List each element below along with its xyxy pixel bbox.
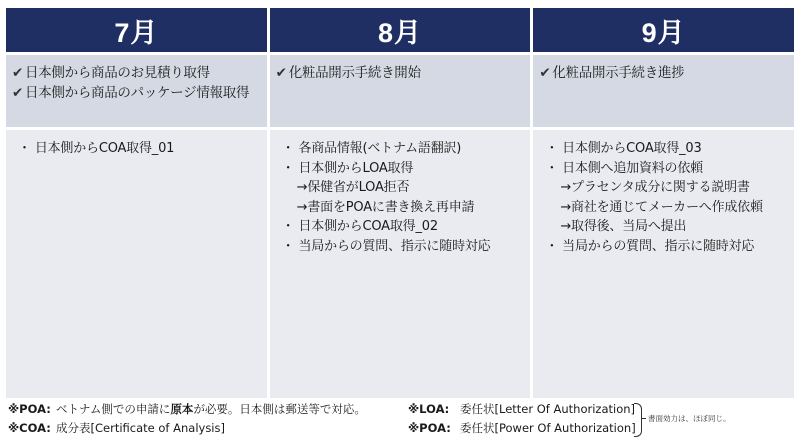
checkmark-icon: ✔	[12, 65, 24, 81]
footnote-remark: 書面効力は、ほぼ同じ。	[648, 414, 731, 423]
bullet-icon: ・	[281, 141, 295, 156]
milestone-item: ✔ 日本側から商品のお見積り取得	[12, 65, 210, 81]
right-brace-icon	[634, 403, 642, 437]
task-subitem: →取得後、当局へ提出	[560, 219, 687, 234]
task-panel	[6, 130, 267, 398]
task-subitem: →書面をPOAに書き換え再申請	[296, 199, 475, 215]
task-subitem: →プラセンタ成分に関する説明書	[560, 180, 750, 195]
bullet-icon: ・	[281, 160, 295, 176]
footnote-key: ※POA:	[8, 402, 51, 416]
footnote-key: ※LOA:	[408, 402, 450, 416]
month-header: 7月	[6, 8, 267, 52]
milestone-panel	[533, 55, 794, 127]
task-item: ・ 日本側からCOA取得_03	[545, 141, 702, 156]
footnote-key: ※POA:	[408, 421, 451, 435]
month-column-1	[6, 8, 267, 398]
milestone-panel	[270, 55, 531, 127]
milestone-item: ✔ 化粧品開示手続き開始	[275, 65, 421, 81]
task-item: ・ 日本側からCOA取得_01	[18, 141, 175, 156]
bullet-icon: ・	[18, 141, 31, 156]
footnotes	[8, 400, 794, 442]
task-item: ・ 日本側からLOA取得	[281, 160, 414, 176]
task-item: ・ 当局からの質問、指示に随時対応	[545, 238, 755, 254]
footnote-coa: ※COA: 成分表[Certificate of Analysis]	[8, 421, 225, 435]
month-header: 9月	[533, 8, 794, 52]
footnote-poa: ※POA: ベトナム側での申請に原本が必要。日本側は郵送等で対応。	[8, 402, 366, 416]
task-item: ・ 日本側からCOA取得_02	[281, 219, 438, 234]
task-panel	[533, 130, 794, 398]
task-item: ・ 日本側へ追加資料の依頼	[545, 160, 703, 176]
checkmark-icon: ✔	[275, 65, 287, 81]
milestone-item: ✔ 化粧品開示手続き進捗	[539, 65, 685, 81]
task-subitem: →保健省がLOA拒否	[296, 180, 410, 195]
bullet-icon: ・	[281, 238, 295, 254]
task-panel	[270, 130, 531, 398]
checkmark-icon: ✔	[12, 85, 24, 101]
month-header: 8月	[270, 8, 531, 52]
timeline-board	[6, 8, 794, 398]
checkmark-icon: ✔	[539, 65, 551, 81]
bullet-icon: ・	[545, 238, 559, 254]
bullet-icon: ・	[545, 160, 559, 176]
brace-tip	[641, 418, 646, 419]
bullet-icon: ・	[281, 219, 295, 234]
task-item: ・ 各商品情報(ベトナム語翻訳)	[281, 141, 462, 156]
milestone-item: ✔ 日本側から商品のパッケージ情報取得	[12, 85, 250, 101]
bullet-icon: ・	[545, 141, 559, 156]
footnote-key: ※COA:	[8, 421, 51, 435]
milestone-panel	[6, 55, 267, 127]
task-subitem: →商社を通じてメーカーへ作成依頼	[560, 199, 763, 215]
month-column-2	[270, 8, 531, 398]
footnote-loa: ※LOA: 委任状[Letter Of Authorization]	[408, 402, 636, 416]
task-item: ・ 当局からの質問、指示に随時対応	[281, 238, 491, 254]
footnote-poa-2: ※POA: 委任状[Power Of Authorization]	[408, 421, 636, 435]
month-column-3	[533, 8, 794, 398]
